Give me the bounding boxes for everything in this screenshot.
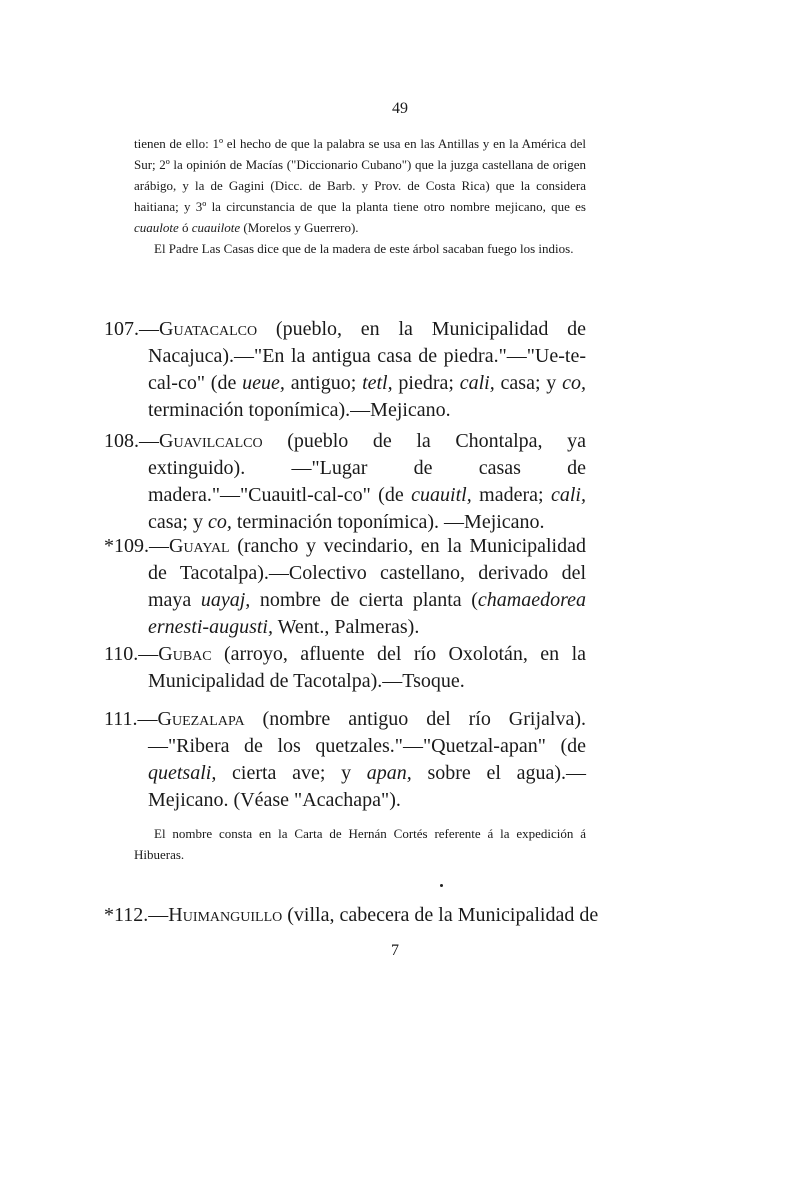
entry-107-name: Guatacalco <box>159 318 258 340</box>
entry-108: 108.—Guavilcalco (pueblo de la Chontalpa, ya extinguido). —"Lugar de casas de madera."—"Cuauitl-cal-co" (de cuauitl, madera; cali, casa; y co, terminación toponímica). —Mejicano. <box>104 430 586 533</box>
intro-paragraph-2: El Padre Las Casas dice que de la madera de este árbol sacaban fuego los indios. <box>154 241 574 256</box>
intro-note <box>134 133 586 259</box>
entry-112: *112.—Huimanguillo (villa, cabecera de la Municipalidad de <box>104 904 599 926</box>
entry-108-name: Guavilcalco <box>159 430 263 452</box>
entry-111-name: Guezalapa <box>157 708 245 730</box>
entry-112-name: Huimanguillo <box>168 904 283 926</box>
printer-dot <box>440 884 443 887</box>
hibueras-note: El nombre consta en la Carta de Hernán Cortés referente á la expedición á Hibueras. <box>134 826 586 862</box>
intro-paragraph-1: tienen de ello: 1º el hecho de que la palabra se usa en las Antillas y en la América del Sur; 2º la opinión de Macías ("Diccionario Cubano") que la juzga castellana de origen arábigo, y la de Gagini (Dicc. de Barb. y Prov. de Costa Rica) que la considera haitiana; y 3º la circunstancia de que la planta tiene otro nombre mejicano, que es cuaulote ó cuauilote (Morelos y Guerrero). <box>134 136 586 235</box>
signature-mark: 7 <box>391 942 399 959</box>
entry-107: 107.—Guatacalco (pueblo, en la Municipalidad de Nacajuca).—"En la antigua casa de piedra."—"Ue-te-cal-co" (de ueue, antiguo; tetl, piedra; cali, casa; y co, terminación toponímica).—Mejicano. <box>104 318 586 421</box>
entry-111: 111.—Guezalapa (nombre antiguo del río Grijalva).—"Ribera de los quetzales."—"Quetzal-apan" (de quetsali, cierta ave; y apan, sobre el agua).—Mejicano. (Véase "Acachapa"). <box>104 708 587 811</box>
entry-110: 110.—Gubac (arroyo, afluente del río Oxolotán, en la Municipalidad de Tacotalpa).—Tsoque. <box>104 643 586 692</box>
entry-109: *109.—Guayal (rancho y vecindario, en la Municipalidad de Tacotalpa).—Colectivo castellano, derivado del maya uayaj, nombre de cierta planta (chamaedorea ernesti-augusti, Went., Palmeras). <box>104 535 587 638</box>
entry-109-name: Guayal <box>169 535 230 557</box>
entry-110-name: Gubac <box>158 643 212 665</box>
page-number: 49 <box>392 100 408 117</box>
